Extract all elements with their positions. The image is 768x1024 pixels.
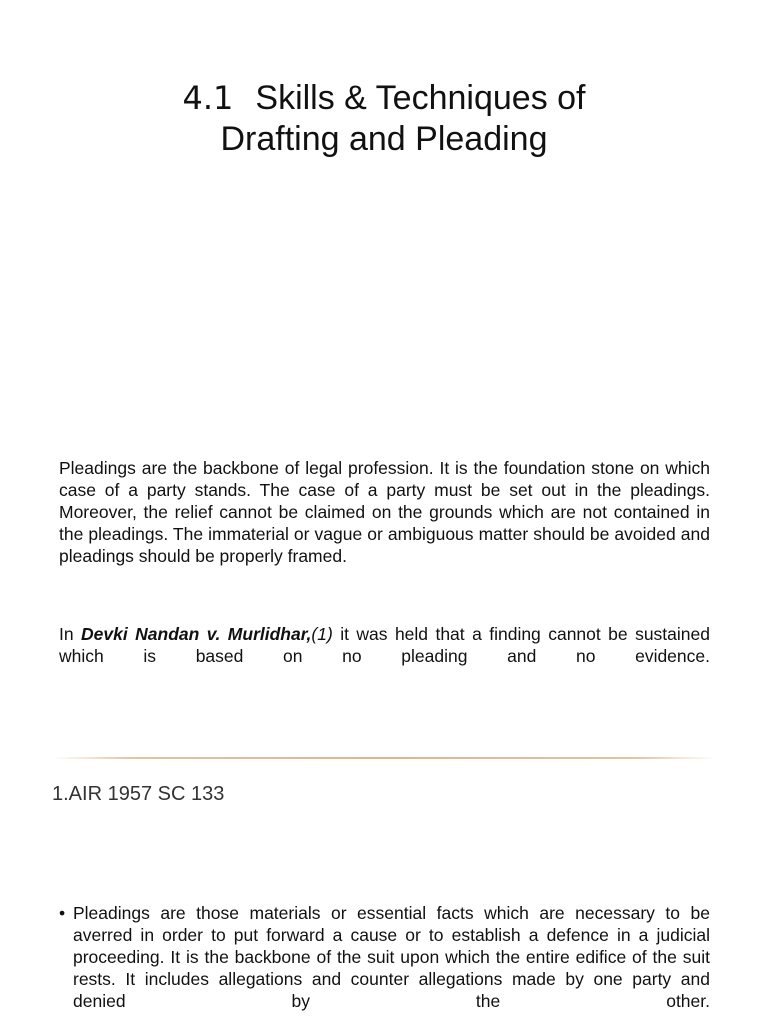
title-text-line-1: Skills & Techniques of xyxy=(255,79,586,117)
section-number: 4.1 xyxy=(182,79,234,117)
bullet-icon: • xyxy=(59,903,66,923)
slide-divider xyxy=(52,757,716,759)
page-title xyxy=(60,78,708,160)
paragraph-case-citation xyxy=(59,623,710,667)
footnote-citation: 1.AIR 1957 SC 133 xyxy=(52,783,225,805)
paragraph-pleadings-intro: Pleadings are the backbone of legal profession. It is the foundation stone on which case of a party stands. The case of a party must be set out in the pleadings. Moreover, the relief cannot be claimed on the grounds which are not contained in the pleadings. The immaterial or vague or ambiguous matter should be avoided and pleadings should be properly framed. xyxy=(59,458,710,566)
bullet-text: Pleadings are those materials or essential facts which are necessary to be averred in order to put forward a cause or to establish a defence in a judicial proceeding. It is the backbone of the suit upon which the entire edifice of the suit rests. It includes allegations and counter allegations made by one party and denied by the other. xyxy=(73,903,710,1011)
title-line-1 xyxy=(60,78,708,119)
case-name: Devki Nandan v. Murlidhar, xyxy=(81,624,312,644)
citation-ref: (1) xyxy=(311,624,333,644)
case-holding: it was held that a finding cannot be sustained which is based on no pleading and no evidence. xyxy=(59,624,710,666)
title-line-2: Drafting and Pleading xyxy=(220,119,548,158)
case-prefix: In xyxy=(59,624,82,644)
bullet-item xyxy=(59,902,710,1012)
